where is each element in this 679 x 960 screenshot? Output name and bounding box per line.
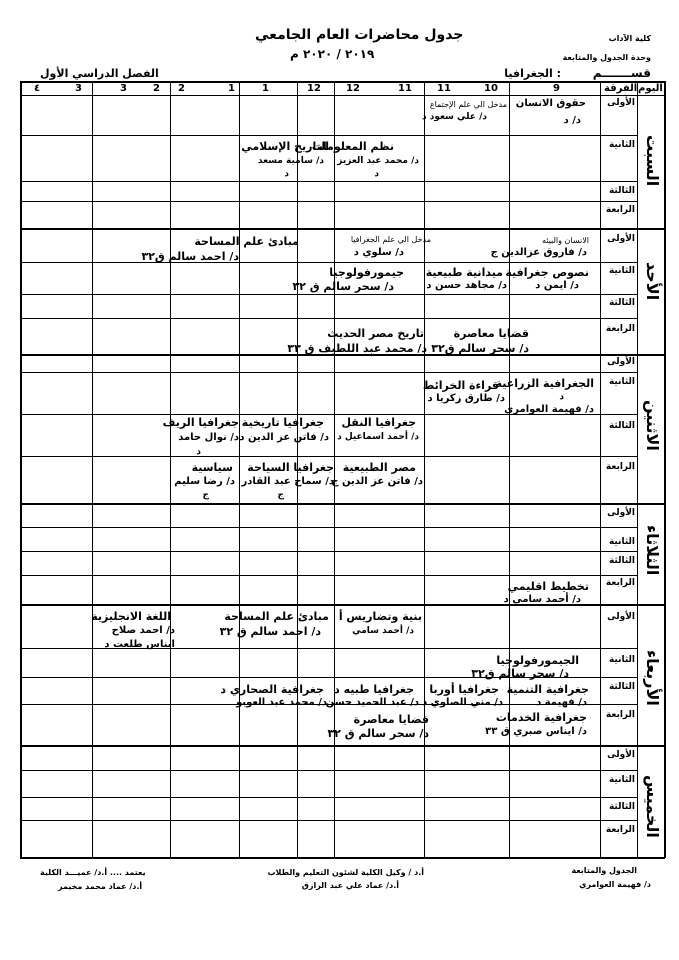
- footer-center-name: أ.د/ عماد علي عبد الرازق: [301, 881, 399, 890]
- course-teacher: د/ محمد عبد العزيز: [337, 156, 419, 166]
- course-title: بنية وتضاريس أ: [338, 610, 422, 623]
- level-label: الأولى: [607, 750, 635, 760]
- course-title: جغرافيا طبيه د: [334, 683, 414, 696]
- day-tuesday: الثلاثاء: [643, 525, 662, 576]
- course-teacher: د/ احمد سالم ق٣٢: [141, 250, 239, 263]
- course-teacher: د/ أحمد اسماعيل د: [337, 432, 419, 442]
- footer-center-title: أ.د / وكيل الكلية لشئون التعليم والطلاب: [267, 868, 424, 877]
- level-label: الثانية: [608, 775, 635, 785]
- course-title: قضايا معاصرة: [353, 713, 429, 726]
- course-title: الجغرافية الزراعية: [495, 377, 594, 390]
- course-title: جغرافيا السياحة: [247, 461, 334, 474]
- course-title: جغرافية الخدمات: [495, 711, 587, 724]
- course-title: قضايا معاصرة: [453, 327, 529, 340]
- faculty-name: كلية الآداب: [608, 34, 651, 43]
- footer-right-title: الجدول والمتابعة: [571, 866, 637, 875]
- course-teacher: د/ احمد صلاح: [111, 625, 175, 636]
- level-label: الثالثة: [608, 186, 635, 196]
- footer-right-name: د/ فهيمة العوامري: [579, 880, 651, 889]
- course-teacher: د/ طارق زكريا د: [427, 393, 505, 404]
- course-title: سياسية: [191, 461, 233, 474]
- course-teacher: د/ سحر سالم ق ٣٢: [292, 280, 394, 293]
- column-header-11b: 11: [398, 83, 412, 94]
- course-teacher: د/ سحر سالم ق٣٢: [431, 342, 529, 355]
- level-label: الثالثة: [608, 421, 635, 431]
- course-title: مصر الطبيعية: [342, 461, 416, 474]
- course-teacher: د/ سحر سالم ق٣٢: [471, 667, 569, 680]
- course-teacher-extra: ايناس طلعت د: [104, 639, 175, 650]
- day-thursday: الخميس: [643, 775, 662, 838]
- course-teacher: د/ محمد عبد اللطيف ق ٣٣: [287, 342, 427, 355]
- course-teacher: د/ مجاهد حسن د: [426, 280, 507, 291]
- level-label: الأولى: [607, 234, 635, 244]
- course-teacher: د/ ايناس صبري ق ٣٣: [485, 726, 587, 737]
- level-label: الرابعة: [605, 462, 635, 472]
- course-teacher: د/ فهيمة د: [536, 697, 587, 708]
- course-teacher: د/ فاتن عز الدين د: [239, 432, 329, 443]
- course-title: جغرافية التنمية: [506, 683, 589, 696]
- course-teacher-extra: د: [284, 169, 289, 179]
- column-header-1b: 1: [228, 83, 235, 94]
- level-label: الثانية: [608, 266, 635, 276]
- course-teacher: د/ أحمد سامي: [352, 626, 414, 636]
- course-title: جغرافية الصحاري د: [220, 683, 324, 696]
- course-title: مبادئ علم المساحة: [224, 610, 329, 623]
- column-header-11a: 11: [437, 83, 451, 94]
- level-label: الرابعة: [605, 324, 635, 334]
- course-teacher-extra: د: [196, 447, 201, 457]
- course-teacher-extra: د: [559, 392, 564, 402]
- course-teacher: د/ محمد عبد العوبو: [236, 697, 327, 708]
- level-label: الثالثة: [608, 298, 635, 308]
- level-label: الثالثة: [608, 682, 635, 692]
- column-header-3a: 3: [120, 83, 127, 94]
- course-title: مبادئ علم المساحة: [194, 235, 299, 248]
- course-teacher: د/ رضا سليم: [174, 476, 235, 487]
- course-title: مدخل الي علم الإجتماع: [429, 100, 507, 109]
- course-teacher: د/ سامية مسعد: [257, 156, 324, 166]
- course-title: ميدانية طبيعية: [425, 266, 503, 279]
- course-teacher: د/ سحر سالم ق ٣٢: [327, 727, 429, 740]
- course-teacher-extra: ج: [277, 490, 284, 500]
- department-name: : الجغرافيا: [504, 67, 561, 80]
- course-title: جغرافيا الريف: [162, 416, 239, 429]
- department-label: قســـــــم: [592, 66, 651, 80]
- course-teacher: د/ أحمد سامي د: [503, 594, 581, 605]
- course-title: جغرافيا النقل: [341, 416, 416, 429]
- level-label: الرابعة: [605, 710, 635, 720]
- column-header-3b: 3: [75, 83, 82, 94]
- day-sunday: الأحد: [643, 262, 662, 301]
- column-header-level: الفرقة: [604, 83, 638, 94]
- column-header-12: 12: [346, 83, 360, 94]
- course-teacher: د/ فهيمة العوامري: [504, 404, 594, 415]
- course-teacher-extra: د: [374, 169, 379, 179]
- course-title: تخطيط اقليمي: [507, 580, 589, 593]
- course-teacher: د/ فاتن عز الدين ج: [331, 476, 423, 487]
- level-label: الثانية: [608, 140, 635, 150]
- course-title: الانسان والبيئه: [541, 236, 589, 245]
- course-teacher: د/ د: [563, 115, 581, 126]
- level-label: الثانية: [608, 655, 635, 665]
- column-header-2b: 2: [153, 83, 160, 94]
- academic-year: ٢٠١٩ / ٢٠٢٠ م: [290, 47, 375, 61]
- column-header-2a: 2: [178, 83, 185, 94]
- course-title: حقوق الانسان: [515, 98, 586, 109]
- course-title: مدخل الي علم الجغرافيا: [350, 235, 431, 244]
- column-header-4: ٤: [34, 83, 41, 94]
- day-wednesday: الأربعاء: [643, 650, 662, 706]
- level-label: الثانية: [608, 537, 635, 547]
- footer-left-name: أ.د/ عماد محمد مخيمر: [58, 882, 143, 891]
- column-header-9: 9: [553, 83, 560, 94]
- level-label: الثالثة: [608, 802, 635, 812]
- course-teacher: د/ مني الصاوي د: [422, 697, 503, 708]
- level-label: الثانية: [608, 377, 635, 387]
- course-title: اللغة الانجليزية: [91, 610, 171, 623]
- level-label: الرابعة: [605, 205, 635, 215]
- level-label: الأولى: [607, 357, 635, 367]
- day-saturday: السبت: [643, 135, 662, 187]
- level-label: الثالثة: [608, 556, 635, 566]
- course-title: نظم المعلومات: [311, 140, 394, 153]
- unit-name: وحدة الجدول والمتابعة: [562, 53, 651, 62]
- level-label: الأولى: [607, 508, 635, 518]
- footer-left-title: يعتمد .... أ.د/ عميـــد الكلية: [40, 868, 146, 877]
- course-title: الجيمورفولوجيا: [496, 654, 579, 667]
- course-teacher: د/ علي سعود د: [421, 112, 487, 122]
- level-label: الرابعة: [605, 578, 635, 588]
- course-teacher: د/ فاروق عزالدين ج: [490, 247, 587, 258]
- column-header-10: 10: [484, 83, 498, 94]
- course-teacher: د/ عبد الحميد حسن: [325, 697, 419, 708]
- course-title: التاريخ الإسلامي: [241, 140, 329, 153]
- column-header-12b: 12: [307, 83, 321, 94]
- course-teacher: د/ احمد سالم ق ٣٢: [219, 625, 321, 638]
- level-label: الأولى: [607, 98, 635, 108]
- course-title: قراءة الخرائط: [422, 379, 499, 392]
- column-header-1a: 1: [262, 83, 269, 94]
- course-teacher: د/ سلوي د: [353, 247, 404, 258]
- course-teacher-extra: ج: [202, 490, 209, 500]
- level-label: الرابعة: [605, 825, 635, 835]
- semester-label: الفصل الدراسي الأول: [40, 67, 159, 80]
- course-title: جغرافيا أوربا: [429, 683, 499, 696]
- day-monday: الاثنين: [643, 400, 662, 451]
- course-title: جيمورفولوجيا: [329, 266, 404, 279]
- course-teacher: د/ سماح عبد القادر: [241, 476, 334, 487]
- course-teacher: د/ ايمن د: [535, 280, 579, 291]
- course-title: جغرافيا تاريخية: [241, 416, 324, 429]
- course-teacher: د/ نوال حامد: [178, 432, 239, 443]
- course-title: تاريخ مصر الحديث: [327, 327, 424, 340]
- level-label: الأولى: [607, 612, 635, 622]
- course-title: نصوص جغرافية: [505, 266, 589, 279]
- column-header-day: اليوم: [638, 83, 663, 94]
- page-title: جدول محاضرات العام الجامعي: [255, 27, 464, 43]
